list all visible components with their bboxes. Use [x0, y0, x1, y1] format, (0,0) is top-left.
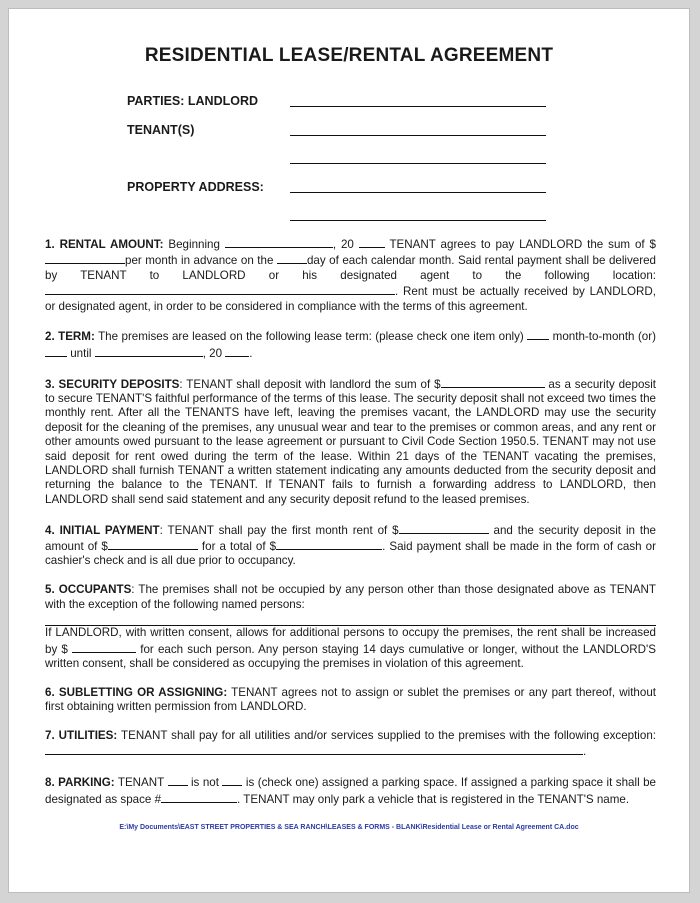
section-text: is (check one) assigned a parking space. If assigned a parking space it shall be designated as space #	[45, 776, 657, 806]
section-text: for each such person. Any person staying 14 days cumulative or longer, without the LANDLORD'S written consent, shall be considered as occupying the premises in violation of this agreement.	[45, 642, 656, 670]
landlord-label: PARTIES: LANDLORD	[127, 94, 259, 108]
section-initial-payment	[45, 522, 656, 569]
section-heading: 3. SECURITY DEPOSITS	[45, 377, 180, 391]
initial-total-field[interactable]	[276, 538, 382, 550]
section-text: If LANDLORD, with written consent, allows for additional persons to occupy the premises, the rent shall be increased by $	[45, 626, 656, 656]
section-occupants	[45, 583, 656, 671]
first-month-rent-field[interactable]	[399, 522, 489, 534]
term-end-year-field[interactable]	[225, 345, 249, 357]
property-address-field-2[interactable]	[290, 220, 546, 221]
utilities-exception-field[interactable]	[45, 743, 583, 755]
section-text: .	[249, 346, 253, 360]
section-text: : TENANT shall deposit with landlord the sum of $	[179, 377, 441, 391]
payment-location-field[interactable]	[45, 283, 395, 295]
section-text: per month in advance on the	[125, 254, 277, 268]
section-text: until	[67, 346, 95, 360]
property-address-label: PROPERTY ADDRESS:	[127, 180, 264, 194]
section-heading: 5. OCCUPANTS	[45, 583, 132, 597]
monthly-rent-field[interactable]	[45, 252, 125, 264]
document-page	[8, 8, 690, 893]
additional-person-rent-field[interactable]	[72, 641, 136, 653]
month-to-month-checkbox[interactable]	[527, 328, 549, 340]
property-address-field-1[interactable]	[290, 192, 546, 193]
security-deposit-field[interactable]	[441, 376, 545, 388]
named-persons-field[interactable]	[45, 612, 656, 626]
section-text: The premises are leased on the following lease term: (please check one item only)	[94, 330, 528, 344]
section-parking	[45, 774, 656, 807]
section-heading: 2. TERM:	[45, 330, 95, 344]
section-heading: 4. INITIAL PAYMENT	[45, 523, 160, 537]
section-text: as a security deposit to secure TENANT'S faithful performance of the terms of this lease. The security deposit shall not exceed two times the monthly rent. After all the TENANTS have left, leaving the premises vacant, the LANDLORD may use the security deposit for the cleaning of the premises, any unusual wear and tear to the premises or common areas, and any rent or other amounts owed pursuant to the lease agreement or pursuant to Civil Code Section 1950.5. TENANT may not use said deposit for rent owed during the term of the lease. Within 21 days of the TENANT vacating the premises, LANDLORD shall furnish TENANT a written statement indicating any amounts deducted from the security deposit and returning the balance to the TENANT. If TENANT fails to furnish a forwarding address to LANDLORD, then LANDLORD shall send said statement and any security deposit refund to the leased premises.	[45, 377, 656, 506]
section-text: , 20	[202, 346, 226, 360]
landlord-field[interactable]	[290, 106, 546, 107]
section-text: . Rent must be actually received by LANDLORD, or designated agent, in order to be considered in compliance with the terms of this agreement.	[45, 285, 656, 313]
section-utilities	[45, 729, 656, 760]
section-text: TENANT agrees to pay LANDLORD the sum of $	[384, 238, 656, 251]
section-security-deposits	[45, 376, 656, 508]
section-heading: 6. SUBLETTING OR ASSIGNING:	[45, 685, 228, 699]
tenant-field-2[interactable]	[290, 163, 546, 164]
section-text: : TENANT shall pay the first month rent of $	[159, 523, 399, 537]
section-text: .	[583, 745, 587, 759]
due-day-field[interactable]	[277, 252, 307, 264]
beginning-year-field[interactable]	[359, 236, 385, 248]
section-text: TENANT agrees not to assign or sublet the premises or any part thereof, without first obtaining written permission from LANDLORD.	[45, 685, 656, 714]
section-subletting	[45, 686, 656, 715]
term-end-date-field[interactable]	[95, 345, 203, 357]
parking-space-number-field[interactable]	[161, 791, 237, 803]
tenant-label: TENANT(S)	[127, 123, 195, 137]
section-text: month-to-month (or)	[549, 330, 656, 344]
section-text: , 20	[332, 238, 359, 251]
section-text: Beginning	[163, 238, 225, 251]
section-text: TENANT	[114, 776, 168, 790]
section-text: day of each calendar month. Said rental payment shall be delivered by TENANT to LANDLORD or his designated agent to the following location:	[45, 254, 656, 282]
section-text: and the security deposit in the amount of $	[45, 523, 656, 554]
agreement-body	[45, 236, 656, 821]
section-text: . Said payment shall be made in the form of cash or cashier's check and is all due prior to occupancy.	[45, 540, 656, 568]
fixed-term-checkbox[interactable]	[45, 345, 67, 357]
document-title: RESIDENTIAL LEASE/RENTAL AGREEMENT	[144, 45, 554, 66]
section-heading: 1. RENTAL AMOUNT:	[45, 238, 164, 251]
section-rental-amount	[45, 236, 656, 314]
beginning-date-field[interactable]	[225, 236, 333, 248]
parking-assigned-checkbox[interactable]	[222, 774, 242, 786]
section-text: . TENANT may only park a vehicle that is registered in the TENANT'S name.	[237, 792, 630, 806]
parking-not-assigned-checkbox[interactable]	[168, 774, 188, 786]
section-text: for a total of $	[197, 540, 277, 554]
section-text: TENANT shall pay for all utilities and/or services supplied to the premises with the following exception:	[117, 728, 657, 742]
section-text: : The premises shall not be occupied by any person other than those designated above as TENANT with the exception of the following named persons:	[45, 583, 656, 611]
file-path-footer: E:\My Documents\EAST STREET PROPERTIES & SEA RANCH\LEASES & FORMS - BLANK\Residential Lease or Rental Agreement CA.doc	[119, 824, 579, 831]
tenant-field-1[interactable]	[290, 135, 546, 136]
initial-deposit-field[interactable]	[108, 538, 198, 550]
section-heading: 7. UTILITIES:	[45, 728, 118, 742]
section-heading: 8. PARKING:	[45, 776, 115, 790]
section-text: is not	[187, 776, 223, 790]
section-term	[45, 328, 656, 361]
